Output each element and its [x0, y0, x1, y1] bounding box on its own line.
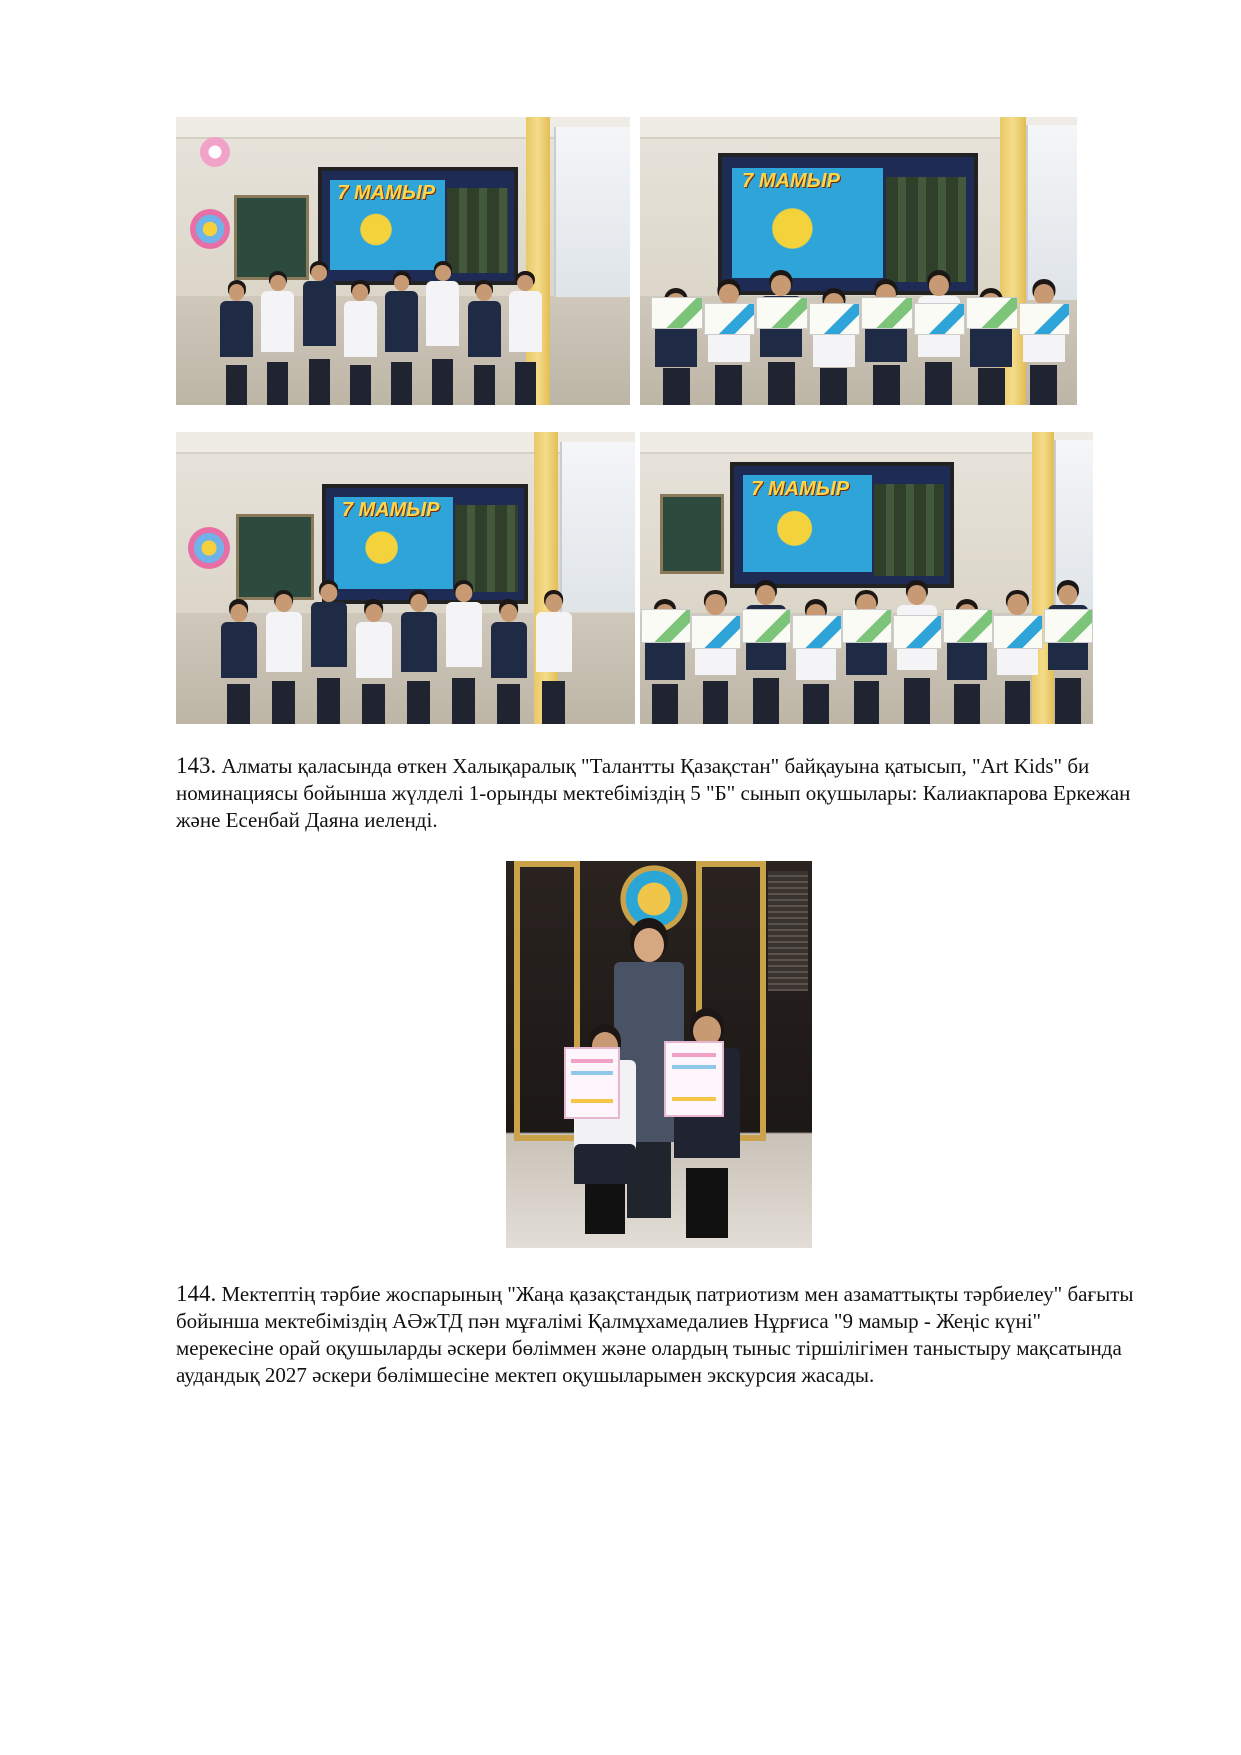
- face: [1058, 585, 1077, 605]
- student-drawing: [742, 609, 792, 643]
- face: [929, 275, 949, 296]
- uniform: [491, 622, 527, 678]
- face: [275, 594, 292, 612]
- face: [476, 284, 492, 301]
- legs: [904, 678, 930, 724]
- legs: [350, 365, 371, 405]
- uniform: [303, 281, 336, 346]
- flower-decoration: [200, 137, 230, 167]
- group-girls: [650, 255, 1070, 405]
- face: [394, 275, 410, 292]
- uniform: [426, 281, 459, 346]
- certificate-stripe: [672, 1065, 717, 1069]
- text-plaque: [768, 871, 808, 991]
- uniform: [385, 291, 418, 351]
- legs: [407, 681, 430, 724]
- face: [1008, 594, 1027, 614]
- girl-legs: [686, 1168, 728, 1238]
- student-drawing: [756, 297, 808, 329]
- student-girl: [1023, 279, 1065, 405]
- student-drawing: [914, 303, 966, 335]
- student: [1048, 580, 1088, 724]
- photo-girls-drawings: [640, 117, 1077, 405]
- ceiling: [640, 432, 1093, 454]
- student-boy: [468, 280, 501, 405]
- legs: [854, 681, 880, 724]
- legs: [663, 368, 690, 405]
- flower-decoration: [190, 209, 230, 249]
- screen-title: 7 МАМЫР: [341, 499, 440, 522]
- legs: [542, 681, 565, 724]
- student: [746, 580, 786, 724]
- group-boys: [216, 245, 546, 405]
- legs: [474, 365, 495, 405]
- face: [545, 594, 562, 612]
- student-boy: [221, 599, 257, 724]
- student-drawing: [792, 615, 842, 649]
- group-students: [640, 564, 1093, 724]
- face: [230, 604, 247, 622]
- uniform: [221, 622, 257, 678]
- face: [270, 275, 286, 292]
- legs: [1005, 681, 1031, 724]
- uniform: [468, 301, 501, 357]
- legs: [515, 362, 536, 405]
- legs: [753, 678, 779, 724]
- paragraph-number: 144.: [176, 1281, 217, 1306]
- flower-decoration: [188, 527, 230, 569]
- uniform: [446, 602, 482, 667]
- student-boy: [385, 271, 418, 405]
- legs: [652, 684, 678, 724]
- student-boy: [266, 590, 302, 724]
- girl-skirt: [574, 1144, 636, 1184]
- uniform: [220, 301, 253, 357]
- paragraph-143: [176, 752, 1144, 834]
- paragraph-144: [176, 1280, 1144, 1389]
- student-drawing: [1044, 609, 1093, 643]
- uniform: [401, 612, 437, 672]
- student-boy: [426, 261, 459, 405]
- screen-title: 7 МАМЫР: [742, 170, 840, 193]
- student-girl: [708, 279, 750, 405]
- student-drawing: [704, 303, 756, 335]
- student-drawing: [1019, 303, 1071, 335]
- face: [455, 584, 472, 602]
- uniform: [261, 291, 294, 351]
- uniform: [509, 291, 542, 351]
- legs: [768, 362, 795, 405]
- student: [695, 590, 735, 724]
- legs: [954, 684, 980, 724]
- student-boy: [536, 590, 572, 724]
- student-boy: [446, 580, 482, 724]
- student-girl: [760, 270, 802, 405]
- girl-legs: [585, 1184, 625, 1234]
- screen-title: 7 МАМЫР: [751, 477, 850, 500]
- legs: [309, 359, 330, 405]
- face: [435, 265, 451, 282]
- teacher-face: [634, 928, 664, 962]
- student-girl: [918, 270, 960, 405]
- face: [771, 275, 791, 296]
- legs: [925, 362, 952, 405]
- face: [1034, 284, 1054, 305]
- screen-title: 7 МАМЫР: [337, 182, 436, 204]
- screen-soldiers: [874, 484, 943, 576]
- student-drawing: [842, 609, 892, 643]
- student-drawing: [809, 303, 861, 335]
- uniform: [266, 612, 302, 672]
- certificate-right: [664, 1041, 724, 1117]
- student-drawing: [861, 297, 913, 329]
- face: [229, 284, 245, 301]
- legs: [803, 684, 829, 724]
- student-boy: [311, 580, 347, 724]
- legs: [703, 681, 729, 724]
- photo-mixed-class-drawings: [640, 432, 1093, 724]
- legs: [1055, 678, 1081, 724]
- group-boys: [216, 564, 576, 724]
- green-board: [660, 494, 724, 574]
- student-boy: [491, 599, 527, 724]
- certificate-stripe: [571, 1071, 613, 1075]
- student-drawing: [641, 609, 691, 643]
- legs: [820, 368, 847, 405]
- certificate-left: [564, 1047, 620, 1119]
- paragraph-number: 143.: [176, 753, 217, 778]
- student-drawing: [943, 609, 993, 643]
- student-drawing: [993, 615, 1043, 649]
- paragraph-text: Мектептің тәрбие жоспарының "Жаңа қазақстандық патриотизм мен азаматтықты тәрбиелеу" бағыты бойынша мектебіміздің АӘжТД пән мұғалімі Қалмұхамедалиев Нұрғиса "9 мамыр - Жеңіс күні" мерекесіне орай оқушыларды әскери бөліммен және олардың тыныс тіршілігімен таныстыру мақсатында аудандық 2027 әскери бөлімшесіне мектеп оқушыларымен экскурсия жасады.: [176, 1282, 1134, 1387]
- student-drawing: [651, 297, 703, 329]
- student-boy: [303, 261, 336, 405]
- photo-boys-class: [176, 117, 630, 405]
- certificate-stripe: [571, 1059, 613, 1063]
- face: [365, 604, 382, 622]
- student-boy: [220, 280, 253, 405]
- face: [311, 265, 327, 282]
- student-boy: [401, 590, 437, 724]
- student-drawing: [691, 615, 741, 649]
- face: [352, 284, 368, 301]
- student-boy: [344, 280, 377, 405]
- legs: [272, 681, 295, 724]
- photo-boys-class-2: [176, 432, 635, 724]
- student-boy: [509, 271, 542, 405]
- legs: [1030, 365, 1057, 405]
- student-boy: [261, 271, 294, 405]
- certificate-stripe: [672, 1097, 717, 1101]
- certificate-stripe: [571, 1099, 613, 1103]
- legs: [452, 678, 475, 724]
- face: [410, 594, 427, 612]
- legs: [391, 362, 412, 405]
- uniform: [311, 602, 347, 667]
- face: [500, 604, 517, 622]
- student: [897, 580, 937, 724]
- uniform: [344, 301, 377, 357]
- legs: [715, 365, 742, 405]
- legs: [226, 365, 247, 405]
- legs: [227, 684, 250, 724]
- student-drawing: [893, 615, 943, 649]
- legs: [267, 362, 288, 405]
- legs: [317, 678, 340, 724]
- legs: [873, 365, 900, 405]
- legs: [362, 684, 385, 724]
- window: [554, 127, 630, 297]
- student-boy: [356, 599, 392, 724]
- student: [997, 590, 1037, 724]
- uniform: [536, 612, 572, 672]
- student-drawing: [966, 297, 1018, 329]
- legs: [432, 359, 453, 405]
- paragraph-text: Алматы қаласында өткен Халықаралық "Талантты Қазақстан" байқауына қатысып, "Art Kids" би номинациясы бойынша жүлделі 1-орынды мектебіміздің 5 "Б" сынып оқушылары: Калиакпарова Еркежан және Есенбай Даяна иеленді.: [176, 754, 1131, 832]
- legs: [497, 684, 520, 724]
- face: [756, 585, 775, 605]
- face: [320, 584, 337, 602]
- face: [907, 585, 926, 605]
- face: [706, 594, 725, 614]
- legs: [978, 368, 1005, 405]
- face: [719, 284, 739, 305]
- certificate-stripe: [672, 1053, 717, 1057]
- photo-award-students-teacher: [506, 861, 812, 1248]
- face: [517, 275, 533, 292]
- uniform: [356, 622, 392, 678]
